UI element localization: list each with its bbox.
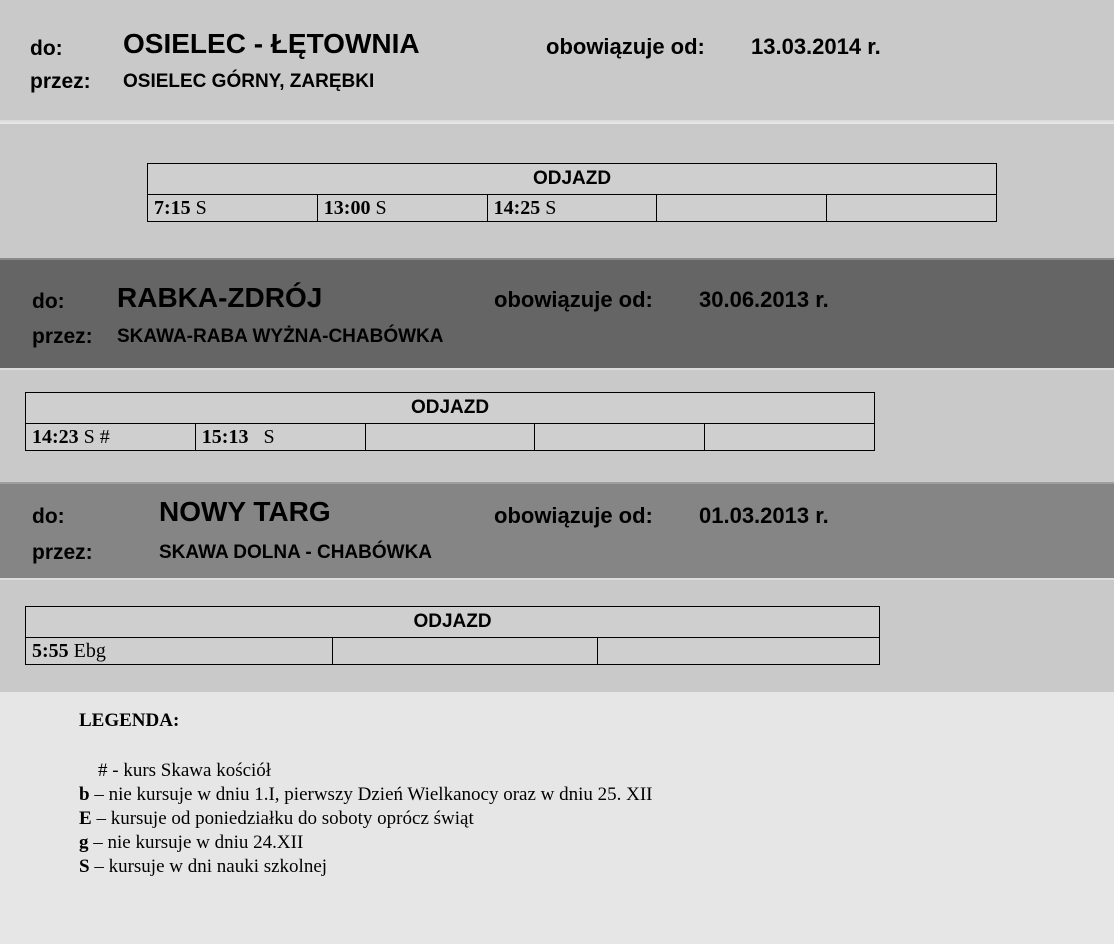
legend-item: # - kurs Skawa kościół bbox=[79, 760, 272, 781]
do-label: do: bbox=[32, 290, 65, 313]
destination-title: NOWY TARG bbox=[159, 496, 331, 527]
departure-cell bbox=[365, 424, 535, 451]
do-label: do: bbox=[30, 37, 63, 60]
table-header: ODJAZD bbox=[148, 164, 997, 195]
via-route: OSIELEC GÓRNY, ZARĘBKI bbox=[123, 71, 375, 92]
header-band-2 bbox=[0, 258, 1114, 368]
departure-cell bbox=[333, 638, 598, 665]
destination-title: OSIELEC - ŁĘTOWNIA bbox=[123, 28, 420, 59]
legend-item: b – nie kursuje w dniu 1.I, pierwszy Dzień Wielkanocy oraz w dniu 25. XII bbox=[79, 784, 653, 805]
departure-table bbox=[147, 163, 997, 222]
via-label: przez: bbox=[32, 325, 93, 348]
legend-item: S – kursuje w dni nauki szkolnej bbox=[79, 856, 328, 877]
destination-title: RABKA-ZDRÓJ bbox=[117, 282, 323, 313]
departure-cell bbox=[827, 195, 997, 222]
legend-title: LEGENDA: bbox=[79, 710, 180, 731]
departure-cell bbox=[705, 424, 875, 451]
departure-table bbox=[25, 606, 880, 665]
departure-cell bbox=[657, 195, 827, 222]
via-label: przez: bbox=[32, 541, 93, 564]
via-route: SKAWA DOLNA - CHABÓWKA bbox=[159, 542, 433, 563]
legend bbox=[79, 709, 653, 879]
legend-item: E – kursuje od poniedziałku do soboty oprócz świąt bbox=[79, 808, 474, 829]
table-row bbox=[26, 424, 875, 451]
departure-cell: 13:00 S bbox=[317, 195, 487, 222]
valid-from-date: 13.03.2014 r. bbox=[751, 34, 881, 59]
departure-cell: 14:23 S # bbox=[26, 424, 196, 451]
valid-from-label: obowiązuje od: bbox=[546, 34, 705, 59]
departure-cell: 14:25 S bbox=[487, 195, 657, 222]
table-header: ODJAZD bbox=[26, 607, 880, 638]
table-row bbox=[26, 638, 880, 665]
valid-from-date: 30.06.2013 r. bbox=[699, 287, 829, 312]
table-header: ODJAZD bbox=[26, 393, 875, 424]
departure-cell bbox=[535, 424, 705, 451]
valid-from-label: obowiązuje od: bbox=[494, 503, 653, 528]
via-route: SKAWA-RABA WYŻNA-CHABÓWKA bbox=[117, 326, 444, 347]
valid-from-date: 01.03.2013 r. bbox=[699, 503, 829, 528]
departure-cell: 5:55 Ebg bbox=[26, 638, 333, 665]
departure-cell bbox=[598, 638, 880, 665]
departure-cell: 7:15 S bbox=[148, 195, 318, 222]
table-row bbox=[148, 195, 997, 222]
do-label: do: bbox=[32, 505, 65, 528]
legend-item: g – nie kursuje w dniu 24.XII bbox=[79, 832, 304, 853]
header-band-1 bbox=[0, 0, 1114, 122]
via-label: przez: bbox=[30, 70, 91, 93]
departure-cell: 15:13 S bbox=[195, 424, 365, 451]
departure-table bbox=[25, 392, 875, 451]
valid-from-label: obowiązuje od: bbox=[494, 287, 653, 312]
